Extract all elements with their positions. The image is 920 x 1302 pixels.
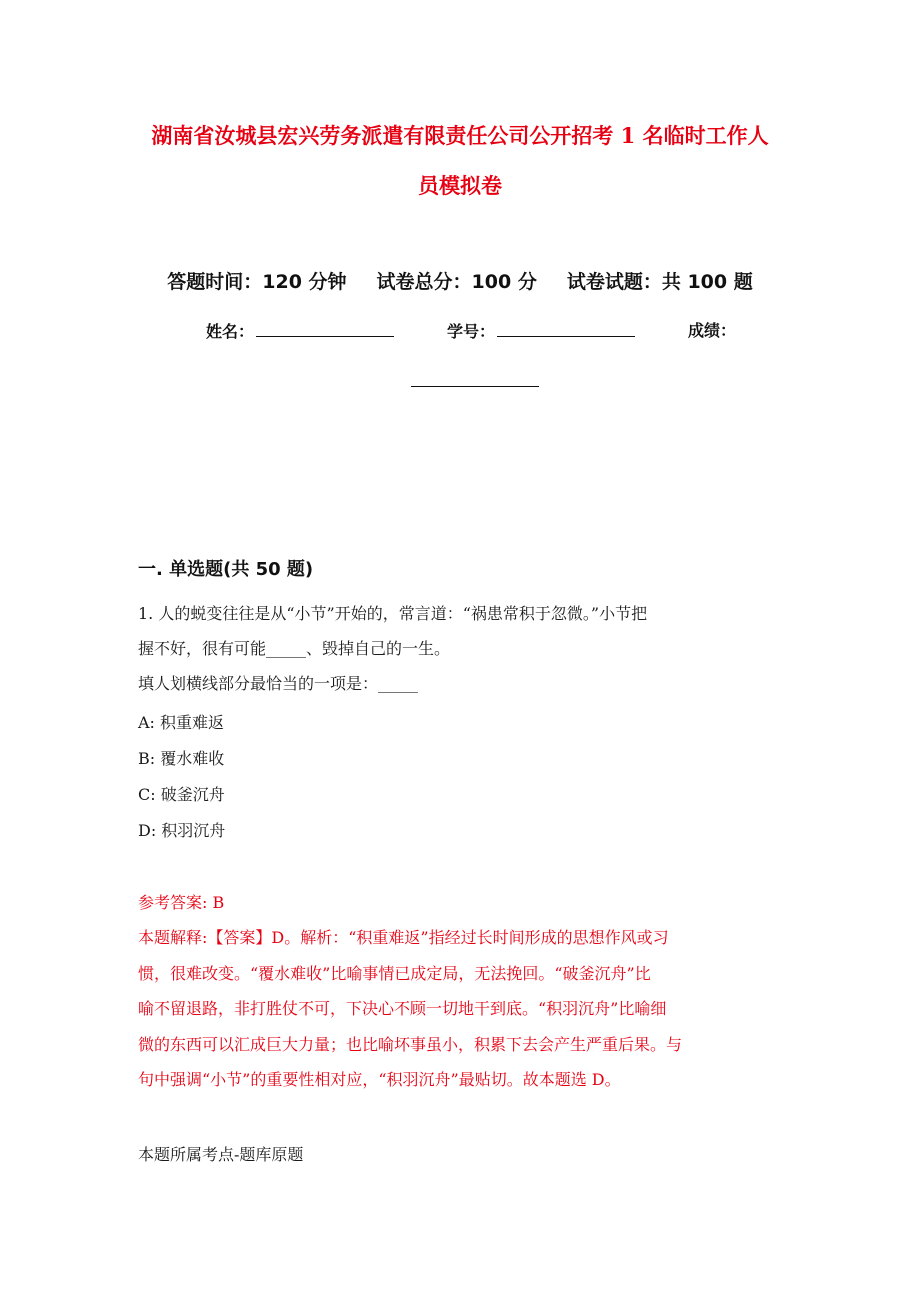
name-label: 姓名：: [206, 322, 255, 341]
option-a: A: 积重难返: [138, 713, 225, 732]
question-prompt: 填人划横线部分最恰当的一项是：_____: [138, 674, 419, 693]
explanation-line: 微的东西可以汇成巨大力量；也比喻坏事虽小，积累下去会产生严重后果。与: [138, 1034, 683, 1054]
student-id-field: [447, 320, 635, 343]
exam-total-score: 试卷总分：100 分: [376, 271, 537, 293]
name-blank: [256, 320, 394, 337]
name-field: [206, 320, 394, 343]
option-c: C: 破釜沉舟: [138, 785, 225, 804]
question-stem: [138, 596, 778, 701]
score-field: [688, 320, 736, 342]
section-heading: 一. 单选题(共 50 题): [138, 559, 314, 580]
option-b: B: 覆水难收: [138, 749, 225, 768]
question-stem-line: 1. 人的蜕变往往是从“小节”开始的，常言道：“祸患常积于忽微。”小节把: [138, 604, 648, 623]
student-id-blank: [497, 320, 635, 337]
exam-time: 答题时间：120 分钟: [167, 271, 347, 293]
reference-answer: 参考答案: B: [138, 893, 225, 912]
option-d: D: 积羽沉舟: [138, 821, 226, 840]
explanation-line: 句中强调“小节”的重要性相对应，“积羽沉舟”最贴切。故本题选 D。: [138, 1070, 621, 1089]
exam-question-count: 试卷试题：共 100 题: [566, 271, 753, 293]
question-stem-line: 握不好，很有可能_____、毁掉自己的一生。: [138, 639, 451, 658]
question-category: 本题所属考点-题库原题: [138, 1145, 304, 1164]
document-title-line-2: 员模拟卷: [418, 173, 502, 198]
student-id-label: 学号：: [447, 322, 496, 341]
exam-info: [0, 270, 920, 294]
score-label: 成绩：: [688, 321, 737, 340]
answer-explanation: [138, 920, 778, 1098]
explanation-line: 本题解释:【答案】D。解析：“积重难返”指经过长时间形成的思想作风或习: [138, 928, 669, 947]
score-blank: [411, 386, 539, 387]
explanation-line: 惯，很难改变。“覆水难收”比喻事情已成定局，无法挽回。“破釜沉舟”比: [138, 963, 651, 983]
explanation-line: 喻不留退路，非打胜仗不可，下决心不顾一切地干到底。“积羽沉舟”比喻细: [138, 999, 667, 1018]
document-title-line-1: 湖南省汝城县宏兴劳务派遣有限责任公司公开招考 1 名临时工作人: [151, 123, 769, 148]
